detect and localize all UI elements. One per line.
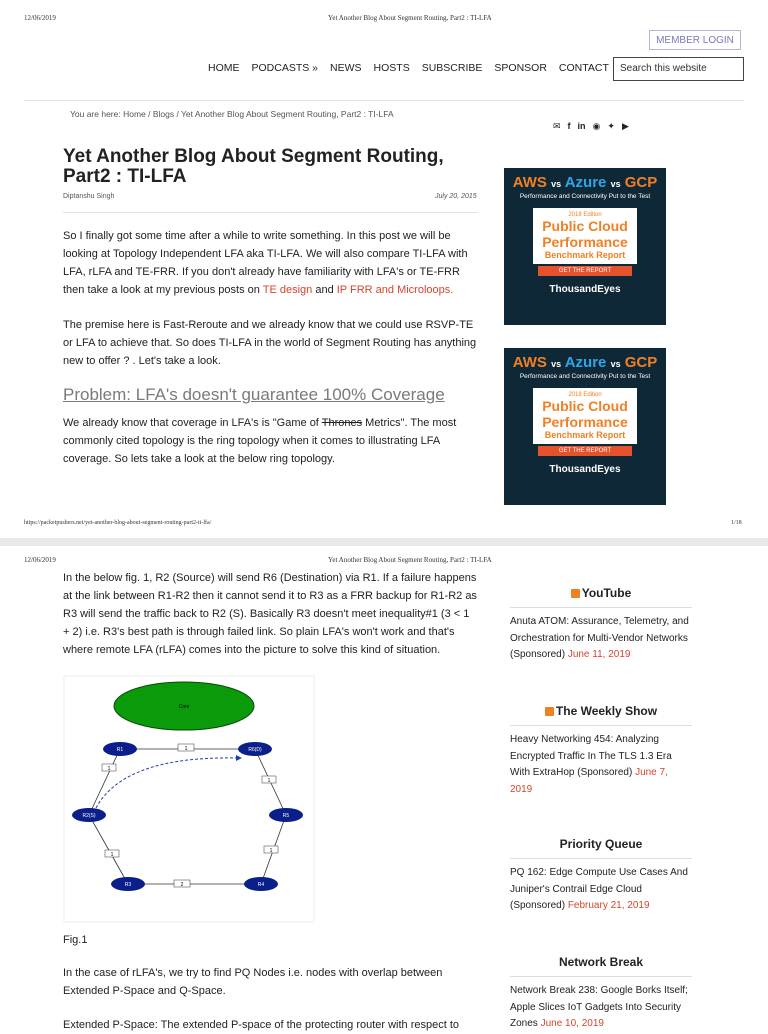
sidebar-divider — [510, 858, 692, 859]
print-title: Yet Another Blog About Segment Routing, Part2 : TI-LFA — [328, 556, 492, 564]
weekly-show-heading[interactable]: The Weekly Show — [510, 704, 692, 718]
article-author[interactable]: Diptanshu Singh — [63, 193, 115, 200]
print-date: 12/06/2019 — [24, 14, 56, 22]
rss-icon — [545, 707, 554, 716]
metric-r5-r4: 1 — [269, 848, 273, 854]
facebook-icon[interactable]: f — [567, 121, 571, 131]
twitter-icon[interactable]: ✦ — [607, 121, 615, 131]
main-nav — [208, 62, 621, 74]
nav-podcasts[interactable]: PODCASTS » — [251, 62, 319, 74]
header-divider — [24, 100, 744, 101]
sidebar-divider — [510, 976, 692, 977]
search-input[interactable]: Search this website — [613, 57, 744, 81]
figure-caption: Fig.1 — [63, 934, 88, 946]
social-icons — [553, 121, 629, 132]
nav-sponsor[interactable]: SPONSOR — [494, 62, 547, 74]
email-icon[interactable]: ✉ — [553, 121, 561, 131]
linkedin-icon[interactable]: in — [577, 121, 586, 131]
rss-icon[interactable]: ◉ — [592, 121, 601, 131]
metric-r2-r3: 1 — [110, 852, 114, 858]
nav-contact[interactable]: CONTACT — [558, 62, 609, 74]
metric-r3-r4: 2 — [180, 882, 184, 888]
metric-r1-r6: 1 — [184, 746, 188, 752]
article-date: July 20, 2015 — [435, 193, 477, 200]
priority-queue-heading[interactable]: Priority Queue — [559, 837, 643, 851]
paragraph-3: We already know that coverage in LFA's is "Game of Thrones Metrics". The most commonly cited topology is the ring topology when it comes to illustrating LFA coverage. So lets take a look at the below ring topology. — [63, 417, 457, 465]
ip-frr-link[interactable]: IP FRR and Microloops. — [336, 284, 454, 296]
print-url: https://packetpushers.net/yet-another-blog-about-segment-routing-part2-ti-lfa/ — [24, 520, 212, 526]
nav-subscribe[interactable]: SUBSCRIBE — [421, 62, 483, 74]
network-break-heading[interactable]: Network Break — [558, 955, 644, 969]
paragraph-5: In the case of rLFA's, we try to find PQ Nodes i.e. nodes with overlap between Extended P-Space and Q-Space. — [63, 967, 443, 997]
nav-news[interactable]: NEWS — [330, 62, 362, 74]
youtube-heading[interactable]: YouTube — [510, 586, 692, 600]
youtube-item[interactable]: Anuta ATOM: Assurance, Telemetry, and Orchestration for Multi-Vendor Networks (Sponsored) June 11, 2019 — [510, 616, 689, 660]
svg-text:R5: R5 — [282, 813, 290, 819]
cloud-report-ad-1[interactable]: AWS vs Azure vs GCP Performance and Connectivity Put to the Test 2018 Edition Public Cloud Performance Benchmark Report GET THE REPORT ThousandEyes — [504, 168, 666, 325]
svg-text:R1: R1 — [116, 747, 124, 753]
member-login-button[interactable]: MEMBER LOGIN — [649, 30, 741, 50]
thousandeyes-logo: ThousandEyes — [549, 464, 621, 475]
print-title: Yet Another Blog About Segment Routing, Part2 : TI-LFA — [328, 14, 492, 22]
nav-home[interactable]: HOME — [208, 62, 240, 74]
weekly-show-item[interactable]: Heavy Networking 454: Analyzing Encrypted Traffic In The TLS 1.3 Era With ExtraHop (Sponsored) June 7, 2019 — [510, 734, 672, 795]
cloud-report-ad-2[interactable]: AWS vs Azure vs GCP Performance and Connectivity Put to the Test 2018 Edition Public Cloud Performance Benchmark Report GET THE REPORT ThousandEyes — [504, 348, 666, 505]
svg-text:R3: R3 — [124, 882, 132, 888]
priority-queue-item[interactable]: PQ 162: Edge Compute Use Cases And Juniper's Contrail Edge Cloud (Sponsored) February 21, 2019 — [510, 867, 688, 911]
print-page-number: 1/18 — [731, 520, 742, 526]
metric-r1-r2: 1 — [107, 766, 111, 772]
print-date: 12/06/2019 — [24, 556, 56, 564]
ring-topology-diagram — [64, 676, 314, 922]
article-title: Yet Another Blog About Segment Routing, Part2 : TI-LFA — [63, 146, 444, 187]
title-divider — [63, 212, 478, 213]
te-design-link[interactable]: TE design — [262, 284, 313, 296]
svg-text:R2(S): R2(S) — [82, 813, 96, 819]
thousandeyes-logo: ThousandEyes — [549, 284, 621, 295]
section-heading: Problem: LFA's doesn't guarantee 100% Coverage — [63, 385, 445, 404]
sidebar-divider — [510, 725, 692, 726]
paragraph-4: In the below fig. 1, R2 (Source) will send R6 (Destination) via R1. If a failure happens at the link between R1-R2 then it cannot send it to R3 as a FRR backup for R1-R2 as R3 will send the traffic back to R2 (S). Basically R3 doesn't meet inequality#1 (3 < 1 + 2) i.e. R3's best path is through failed link. So plain LFA's won't work and that's where remote LFA (rLFA) comes into the picture to solve this kind of situation. — [63, 572, 477, 656]
breadcrumb: You are here: Home / Blogs / Yet Another Blog About Segment Routing, Part2 : TI-LFA — [70, 109, 394, 119]
svg-text:R6(D): R6(D) — [248, 747, 262, 753]
metric-r6-r5: 1 — [267, 778, 271, 784]
paragraph-1: So I finally got some time after a while to write something. In this post we will be looking at Topology Independent LFA aka TI-LFA. We will also compare TI-LFA with LFA, rLFA and TE-FRR. If you don't already have familiarity with LFA's or TE-FRR then take a look at my previous posts on TE design and IP FRR and Microloops. — [63, 230, 468, 296]
network-break-item[interactable]: Network Break 238: Google Borks Itself; Apple Slices IoT Gadgets Into Security Zones June 10, 2019 — [510, 985, 688, 1029]
paragraph-6: Extended P-Space: The extended P-space of the protecting router with respect to — [63, 1019, 460, 1031]
svg-text:R4: R4 — [257, 882, 265, 888]
page-break — [0, 538, 768, 546]
youtube-icon[interactable]: ▶ — [621, 121, 629, 131]
get-report-button[interactable]: GET THE REPORT — [538, 446, 632, 456]
nav-hosts[interactable]: HOSTS — [373, 62, 410, 74]
rss-icon — [571, 589, 580, 598]
paragraph-2: The premise here is Fast-Reroute and we already know that we could use RSVP-TE or LFA to achieve that. So does TI-LFA in the world of Segment Routing has anything new to offer ? . Let's take a look. — [63, 319, 477, 367]
sidebar-divider — [510, 607, 692, 608]
get-report-button[interactable]: GET THE REPORT — [538, 266, 632, 276]
core-label: Core — [178, 704, 190, 710]
